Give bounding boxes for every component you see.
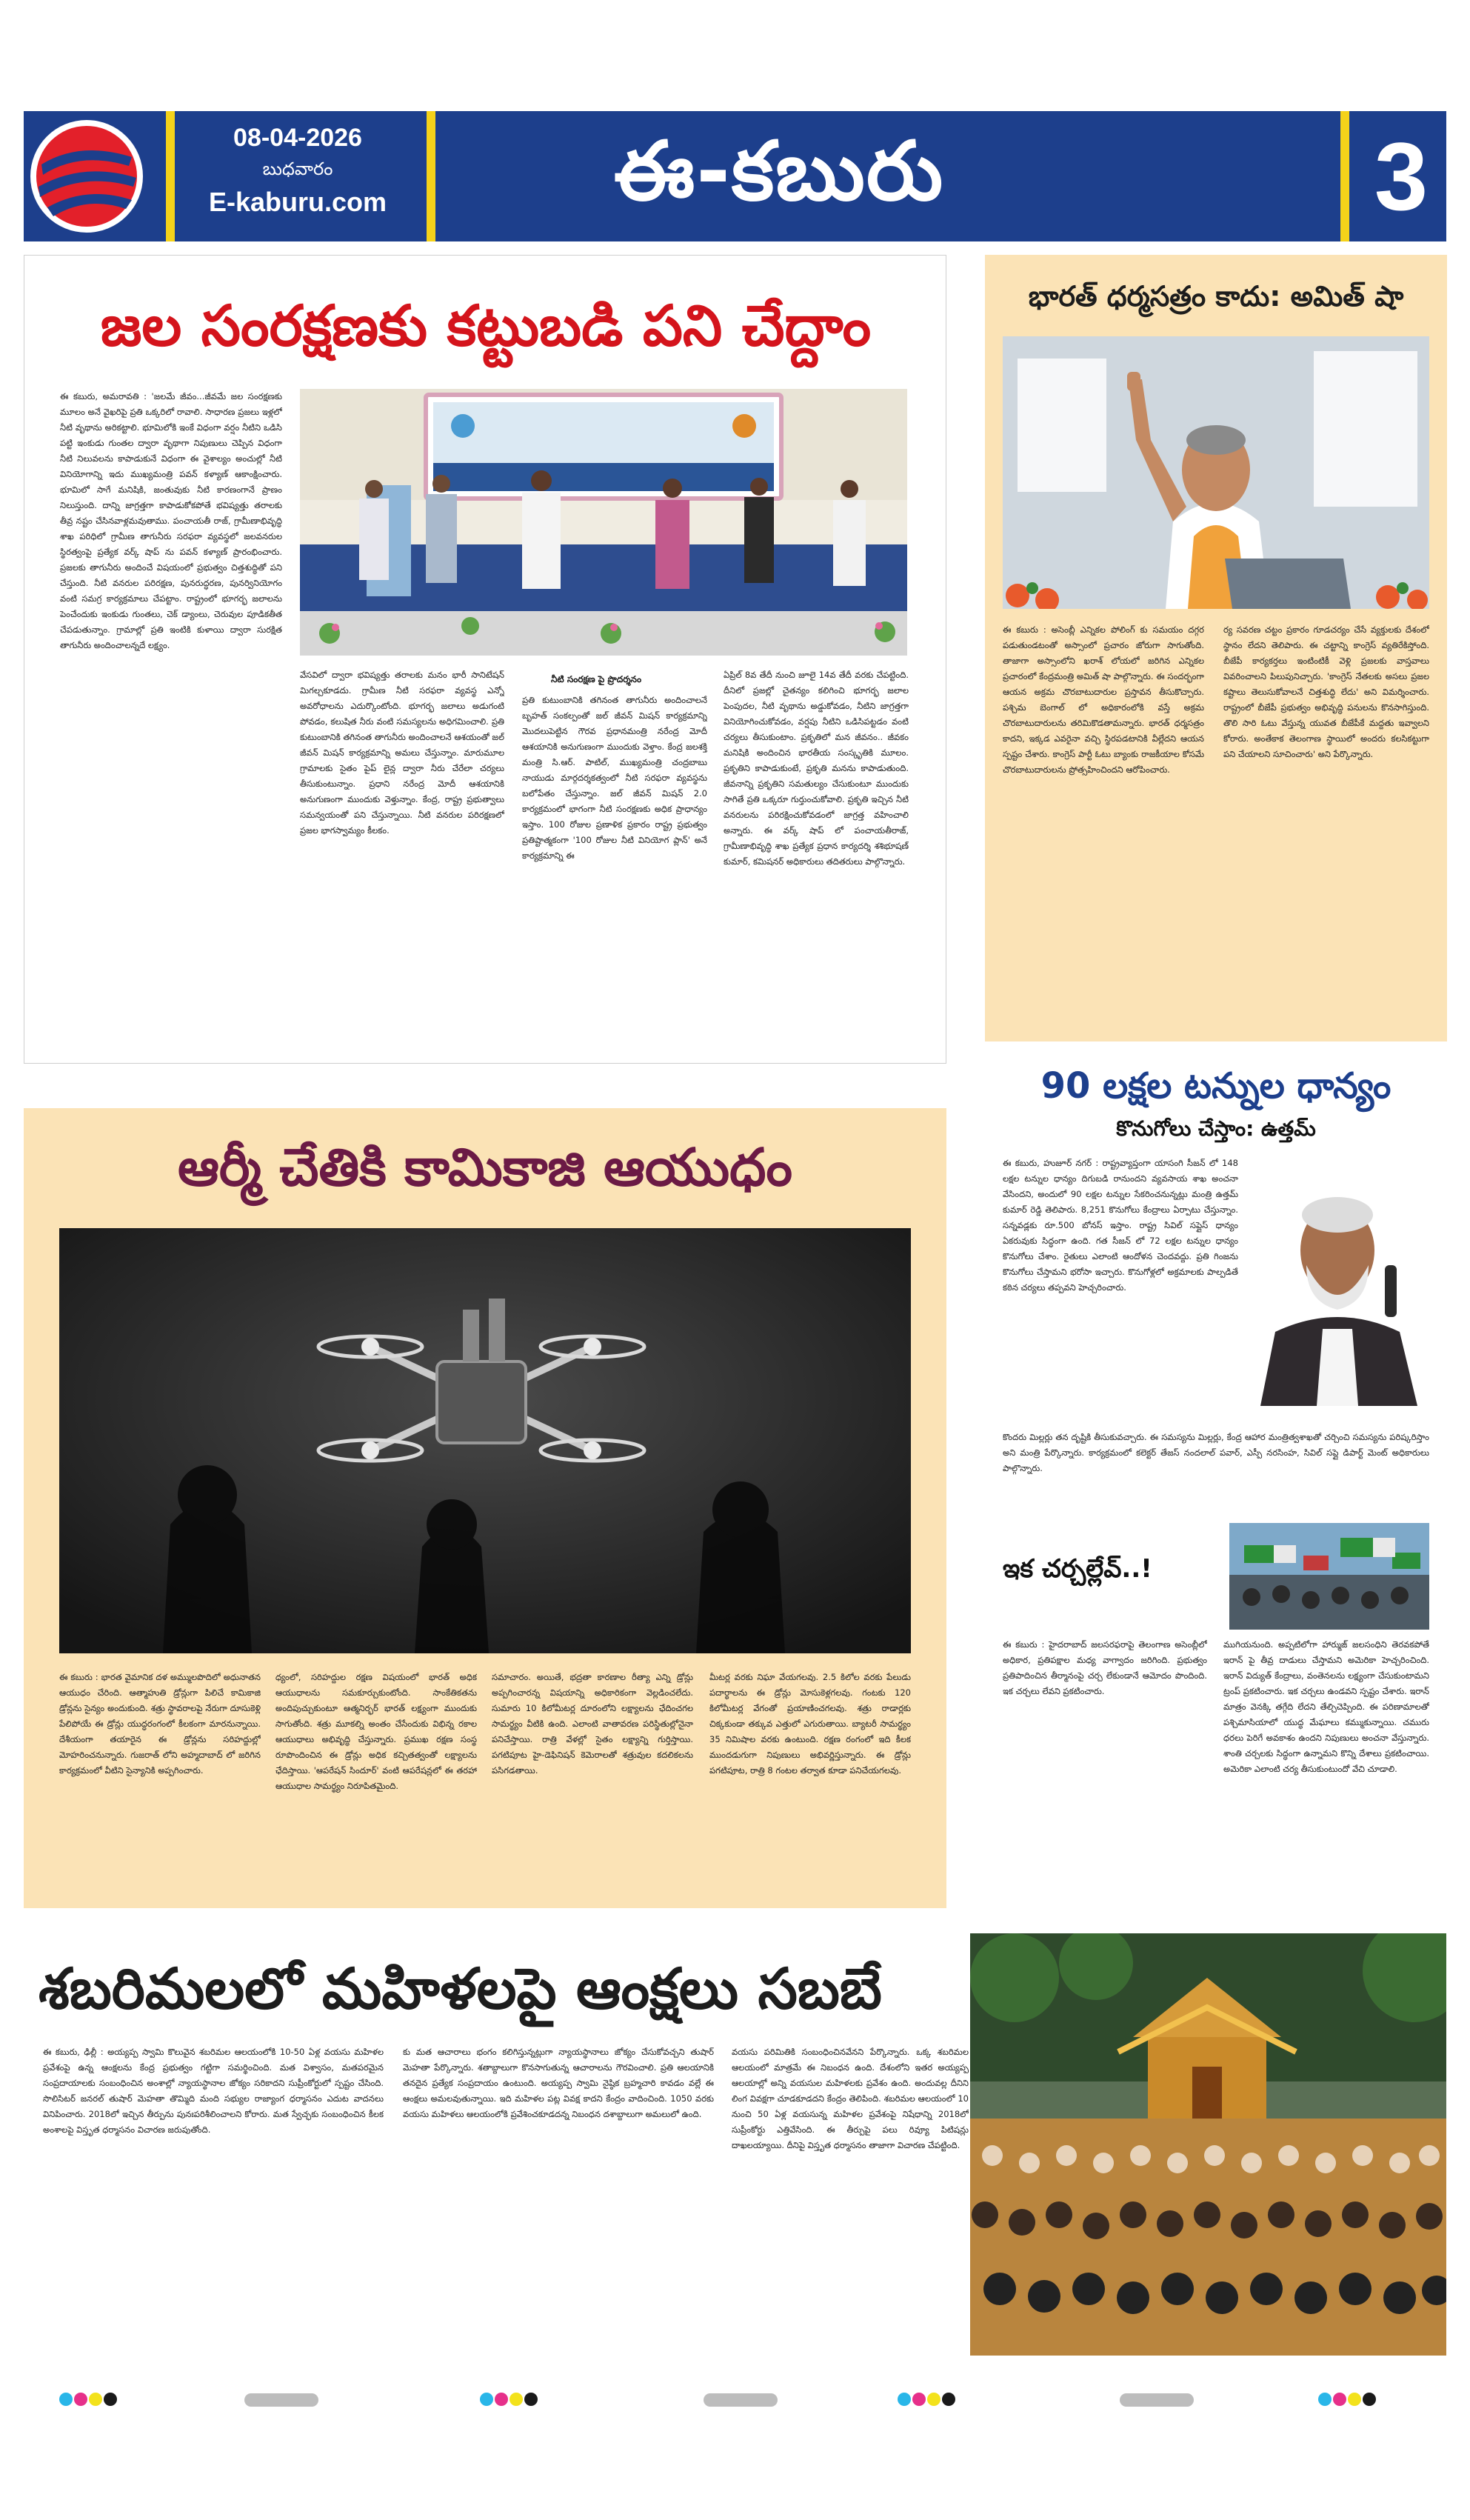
grain-story — [985, 1044, 1447, 1519]
debate-story — [985, 1519, 1447, 1889]
article-text: సమాచారం. అయితే, భద్రతా కారణాల రీత్యా ఎన్ని డ్రోన్లు అప్పగించారన్న విషయాన్ని అధికారికంగా వెల్లడించలేదు. సుమారు 10 కిలోమీటర్ల దూరంలోని లక్ష్యాలను ఛేదించగల సామర్థ్యం వీటికి ఉంది. ఎలాంటి వాతావరణ పరిస్థితుల్లోనైనా పనిచేస్తాయి. రాత్రి వేళల్లో సైతం లక్ష్యాన్ని గుర్తిస్తాయి. పగటిపూట హై-డెఫినిషన్ కెమెరాలతో శత్రువుల కదలికలను పసిగడతాయి. — [492, 1672, 693, 1776]
gray-registration-mark — [1120, 2393, 1194, 2407]
color-registration-mark — [480, 2393, 569, 2407]
article-text: ప్రతి కుటుంబానికి తగినంత తాగునీరు అందించాలనే బృహత్ సంకల్పంతో జల్ జీవన్ మిషన్ కార్యక్రమాన్ని మొదలుపెట్టిన గౌరవ ప్రధానమంత్రి నరేంద్ర మోదీ ఆశయానికి అనుగుణంగా ముందుకు వెళ్తాం. కేంద్ర జలశక్తి మంత్రి సి.ఆర్. పాటిల్, ముఖ్యమంత్రి చంద్రబాబు నాయుడు మార్గదర్శకత్వంలో నీటి సరఫరా వ్యవస్థను బలోపేతం చేస్తున్నాం. జల్ జీవన్ మిషన్ 2.0 కార్యక్రమంలో భాగంగా నీటి సంరక్షణకు అధిక ప్రాధాన్యం ఇస్తాం. 100 రోజుల ప్రణాళిక ప్రకారం రాష్ట్ర ప్రభుత్వం ప్రతిష్టాత్మకంగా '100 రోజుల నీటి వినియోగ ప్లాన్' అనే కార్యక్రమాన్ని ఈ — [522, 695, 707, 861]
water-story — [24, 255, 946, 1064]
article-text: ఈ కబురు : భారత వైమానిక దళ అమ్ములపొదిలో అధునాతన ఆయుధం చేరింది. ఆత్మాహుతి డ్రోన్లుగా పిలిచే కామికాజి డ్రోన్లను సైన్యం అందుకుంది. శత్రు స్థావరాలపై నేరుగా దూసుకెళ్లి పేలిపోయే ఈ డ్రోన్లు యుద్ధరంగంలో కీలకంగా మారనున్నాయి. దేశీయంగా తయారైన ఈ డ్రోన్లను సరిహద్దుల్లో మోహరించనున్నారు. గుజరాత్ లోని అహ్మదాబాద్ లో జరిగిన కార్యక్రమంలో వీటిని సైన్యానికి అప్పగించారు. — [59, 1672, 261, 1776]
article-text: వేసవిలో ద్వారా భవిష్యత్తు తరాలకు మనం భారీ సానిటేషన్ మిగల్చకూడదు. గ్రామీణ నీటి సరఫరా వ్యవస్థ ఎన్నో అవరోధాలను ఎదుర్కొంటోంది. భూగర్భ జలాలు అడుగంటి పోవడం, కలుషిత నీరు వంటి సమస్యలను అధిగమించాలి. ప్రతి కుటుంబానికి తగినంత తాగునీరు అందించాలనే ఆశయంతో జల్ జీవన్ మిషన్ కార్యక్రమాన్ని అమలు చేస్తున్నాం. మారుమూల గ్రామాలకు సైతం పైప్ లైన్ల ద్వారా నీరు చేరేలా చర్యలు తీసుకుంటున్నాం. ప్రధాని నరేంద్ర మోదీ ఆశయానికి అనుగుణంగా ముందుకు వెళ్తున్నాం. కేంద్ర, రాష్ట్ర ప్రభుత్వాలు సమన్వయంతో పని చేస్తున్నాయి. నీటి వనరుల పరిరక్షణలో ప్రజల భాగస్వామ్యం కీలకం. — [300, 670, 504, 836]
article-text: మీటర్ల వరకు నిఘా వేయగలవు. 2.5 కిలోల వరకు పేలుడు పదార్థాలను ఈ డ్రోన్లు మోసుకెళ్లగలవు. గంటకు 120 కిలోమీటర్ల వేగంతో ప్రయాణించగలవు. శత్రు రాడార్లకు చిక్కకుండా తక్కువ ఎత్తులో ఎగురుతాయి. బ్యాటరీ సామర్థ్యం 35 నిమిషాల వరకు ఉంటుంది. రక్షణ రంగంలో ఇది కీలక ముందడుగుగా నిపుణులు అభివర్ణిస్తున్నారు. ఈ డ్రోన్లు పగటిపూట, రాత్రి 8 గంటల తర్వాత కూడా పనిచేయగలవు. — [709, 1672, 911, 1776]
debate-column-1 — [1003, 1637, 1207, 1881]
uttam-photo — [1246, 1154, 1429, 1406]
drone-column-3 — [492, 1670, 693, 1892]
amit-column-2 — [1223, 622, 1429, 1030]
drone-column-1 — [59, 1670, 261, 1892]
article-text: ఈ కబురు, హుజూర్ నగర్ : రాష్ట్రవ్యాప్తంగా యాసంగి సీజన్ లో 148 లక్షల టన్నుల ధాన్యం దిగుబడి రానుందని వ్యవసాయ శాఖ అంచనా వేసిందని, అందులో 90 లక్షల టన్నుల సేకరించనున్నట్లు మంత్రి ఉత్తమ్ కుమార్ రెడ్డి తెలిపారు. 8,251 కొనుగోలు కేంద్రాలు ఏర్పాటు చేస్తున్నాం. సన్నవడ్లకు రూ.500 బోనస్ ఇస్తాం. రాష్ట్ర సివిల్ సప్లైస్ ధాన్యం ఏకరువుకు సిద్ధంగా ఉంది. గత సీజన్ లో 72 లక్షల టన్నుల ధాన్యం కొనుగోలు చేశాం. రైతులు ఎలాంటి ఆందోళన చెందవద్దు. ప్రతి గింజను కొనుగోలు చేస్తామని భరోసా ఇచ్చారు. కొనుగోళ్లలో అక్రమాలకు పాల్పడితే కఠిన చర్యలు తప్పవని హెచ్చరించారు. — [1003, 1158, 1238, 1293]
website-link[interactable]: E-kaburu.com — [208, 187, 387, 217]
amit-photo — [1003, 336, 1429, 609]
grain-column-2 — [1003, 1430, 1429, 1513]
sabarimala-story — [24, 1933, 1446, 2356]
gray-registration-mark — [244, 2393, 318, 2407]
issue-date: 08-04-2026 — [233, 124, 362, 152]
date-block — [187, 121, 409, 233]
debate-column-2 — [1223, 1637, 1429, 1881]
article-text: కొందరు మిల్లర్లు తన దృష్టికి తీసుకువచ్చారు. ఈ సమస్యను మిల్లర్లు, కేంద్ర ఆహార మంత్రిత్వశాఖతో చర్చించి సమస్యను పరిష్కరిస్తాం అని మంత్రి పేర్కొన్నారు. కార్యక్రమంలో కలెక్టర్ తేజస్ నందలాల్ పవార్, ఎస్పీ నరసింహ, సివిల్ సప్లై డిపార్ట్ మెంట్ అధికారులు పాల్గొన్నారు. — [1003, 1432, 1429, 1473]
color-registration-mark — [59, 2393, 148, 2407]
drone-story — [24, 1108, 946, 1908]
article-text: ఏప్రిల్ 8వ తేదీ నుంచి జూలై 14వ తేదీ వరకు చేపట్టింది. దీనిలో ప్రజల్లో చైతన్యం కలిగించి భూగర్భ జలాల పెంపుదల, నీటి వృథాను అడ్డుకోవడం, నీటిని జాగ్రత్తగా వినియోగించుకోవడం, వర్షపు నీటిని ఒడిసిపట్టడం వంటి చర్యలు తీసుకుంటాం. ప్రకృతిలో మన జీవనం.. జీవకం మనిషికి అందించిన భారతీయ సంస్కృతికి మూలం. ప్రకృతిని కాపాడుకుంటే, ప్రకృతి మనను కాపాడుతుంది. జీవనాన్ని ప్రకృతిని సమతుల్యం చేసుకుంటూ ముందుకు సాగితే ప్రతి ఒక్కరూ గుర్తుంచుకోవాలి. ప్రకృతి ఇచ్చిన నీటి వనరులను పరిరక్షించుకోవడంలో జాగ్రత్త వహించాలి అన్నారు. ఈ వర్క్ షాప్ లో పంచాయతీరాజ్, గ్రామీణాభివృద్ధి శాఖ ప్రత్యేక ప్రధాన కార్యదర్శి శశిభూషణ్ కుమార్, కమిషనర్ అధికారులు తదితరులు పాల్గొన్నారు. — [724, 670, 909, 867]
drone-column-4 — [709, 1670, 911, 1892]
masthead-divider — [427, 111, 435, 241]
article-text: వయసు పరిమితికి సంబంధించినవేనని పేర్కొన్నారు. ఒక్క శబరిమల ఆలయంలో మాత్రమే ఈ నిబంధన ఉంది. దేశంలోని ఇతర అయ్యప్ప ఆలయాల్లో అన్ని వయసుల మహిళలకు ప్రవేశం ఉంది. అందువల్ల దీనిని లింగ వివక్షగా చూడకూడదని కేంద్రం తెలిపింది. శబరిమల ఆలయంలో 10 నుంచి 50 ఏళ్ల వయసున్న మహిళల ప్రవేశంపై నిషేధాన్ని 2018లో సుప్రీంకోర్టు ఎత్తివేసింది. ఈ తీర్పుపై పలు రివ్యూ పిటిషన్లు దాఖలయ్యాయి. దీనిపై విస్తృత ధర్మాసనం తాజాగా విచారణ చేపట్టింది. — [732, 2047, 969, 2150]
sabarimala-column-2 — [403, 2044, 714, 2348]
article-text: ధ్యంలో, సరిహద్దుల రక్షణ విషయంలో భారత్ అధిక ఆయుధాలను సమకూర్చుకుంటోంది. సాంకేతికతను అందిపుచ్చుకుంటూ ఆత్మనిర్భర్ భారత్ లక్ష్యంగా ముందుకు సాగుతోంది. శత్రు మూకల్ని అంతం చేసేందుకు విభిన్న రకాల ఆయుధాలు అభివృద్ధి చేస్తున్నారు. ప్రముఖ రక్షణ సంస్థ రూపొందించిన ఈ డ్రోన్లు అధిక కచ్చితత్వంతో లక్ష్యాలను ఛేదిస్తాయి. 'ఆపరేషన్ సిందూర్' వంటి ఆపరేషన్లలో ఈ తరహా ఆయుధాల సామర్థ్యం నిరూపితమైంది. — [275, 1672, 477, 1791]
sabarimala-column-3 — [732, 2044, 969, 2348]
gray-registration-mark — [704, 2393, 778, 2407]
debate-headline: ఇక చర్చల్లేవ్..! — [1003, 1554, 1152, 1584]
amit-column-1 — [1003, 622, 1204, 1030]
water-photo — [300, 389, 907, 656]
grain-column-1 — [1003, 1156, 1238, 1430]
logo-icon — [28, 119, 145, 234]
drone-headline: ఆర్మీ చేతికి కామికాజి ఆయుధం — [178, 1137, 792, 1198]
article-text: ముగియనుంది. అప్పటిలోగా హార్ముజ్ జలసంధిని తెరవకపోతే ఇరాన్ పై తీవ్ర దాడులు చేస్తామని అమెరికా హెచ్చరించింది. ఇరాన్ విద్యుత్ కేంద్రాలు, వంతెనలను లక్ష్యంగా చేసుకుంటామని ట్రంప్ ప్రకటించారు. ఇక చర్చలు ఉండవని స్పష్టం చేశారు. ఇరాన్ మాత్రం వెనక్కి తగ్గేది లేదని తేల్చిచెప్పింది. ఈ పరిణామాలతో పశ్చిమాసియాలో యుద్ధ మేఘాలు కమ్ముకున్నాయి. చమురు ధరలు పెరిగే అవకాశం ఉందని నిపుణులు అంచనా వేస్తున్నారు. శాంతి చర్చలకు సిద్ధంగా ఉన్నామని కొన్ని దేశాలు ప్రకటించాయి. అమెరికా ఎలాంటి చర్య తీసుకుంటుందో వేచి చూడాలి. — [1223, 1639, 1429, 1774]
masthead-divider — [1340, 111, 1349, 241]
article-text: ర్య సవరణ చట్టం ప్రకారం గూడచర్యం చేసే వ్యక్తులకు దేశంలో స్థానం లేదని తెలిపారు. ఈ చట్టాన్ని కాంగ్రెస్ వ్యతిరేకిస్తోంది. బీజేపీ కార్యకర్తలు ఇంటింటికీ వెళ్లి ప్రజలకు వాస్తవాలు వివరించాలని పిలుపునిచ్చారు. 'కాంగ్రెస్ నేతలకు అసలు ప్రజల కష్టాలు తెలుసుకోవాలనే చిత్తశుద్ధి లేదు' అని విమర్శించారు. రాష్ట్రంలో బీజేపీ ప్రభుత్వం అభివృద్ధి పనులను కొనసాగిస్తుంది. తొలి సారి ఓటు వేస్తున్న యువత బీజేపీకే మద్దతు ఇవ్వాలని కోరారు. అంతేకాక తెలంగాణ స్థాయిలో అందరు కలసికట్టుగా పని చేయాలని సూచించారు' అని పేర్కొన్నారు. — [1223, 624, 1429, 759]
article-text: ఈ కబురు : అసెంబ్లీ ఎన్నికల పోలింగ్ కు సమయం దగ్గర పడుతుండటంతో అస్సాంలో ప్రచారం జోరుగా సాగుతోంది. తాజాగా అస్సాంలోని ఖరాశ్ లోయలో జరిగిన ఎన్నికల ప్రచారంలో కేంద్రమంత్రి అమిత్ షా పాల్గొన్నారు. ఈ సందర్భంగా ఆయన అక్రమ చొరబాటుదారుల ప్రస్తావన తీసుకొచ్చారు. పశ్చిమ బెంగాల్ లో అధికారంలోకి వస్తే అక్రమ చొరబాటుదారులను తరిమికొడతామన్నారు. భారత్ ధర్మసత్రం కాదని, ఇక్కడ ఎవరైనా వచ్చి స్థిరపడటానికి వీల్లేదని ఆయన స్పష్టం చేశారు. కాంగ్రెస్ పార్టీ ఓటు బ్యాంకు రాజకీయాల కోసమే చొరబాటుదారులను ప్రోత్సహించిందని ఆరోపించారు. — [1003, 624, 1204, 775]
article-text: ఈ కబురు : హైదరాబాద్ జలసరఫరాపై తెలంగాణ అసెంబ్లీలో అధికార, ప్రతిపక్షాల మధ్య వాగ్వాదం జరిగింది. ప్రభుత్వం ప్రతిపాదించిన తీర్మానంపై చర్చ లేకుండానే ఆమోదం పొందింది. ఇక చర్చలు లేవని ప్రకటించారు. — [1003, 1639, 1207, 1696]
masthead — [24, 111, 1446, 241]
water-column-1 — [60, 389, 282, 1041]
drone-column-2 — [275, 1670, 477, 1892]
article-text: కు మత ఆచారాలు భంగం కలిగిస్తున్నట్లుగా న్యాయస్థానాలు జోక్యం చేసుకోవచ్చని తుషార్ మెహతా పేర్కొన్నారు. శతాబ్దాలుగా కొనసాగుతున్న ఆచారాలను గౌరవించాలి. ప్రతి ఆలయానికి తనదైన ప్రత్యేక సంప్రదాయం ఉంటుంది. అయ్యప్ప స్వామి నైష్ఠిక బ్రహ్మచారి కావడం వల్లే ఈ ఆంక్షలు అమలవుతున్నాయి. ఇది మహిళల పట్ల వివక్ష కాదని కేంద్రం వాదించింది. 1050 వరకు వయసు మహిళలు ఆలయంలోకి ప్రవేశించకూడదన్న నిబంధన దశాబ్దాలుగా అమలులో ఉంది. — [403, 2047, 714, 2119]
temple-photo — [970, 1933, 1446, 2356]
rally-photo — [1229, 1523, 1429, 1630]
water-headline: జల సంరక్షణకు కట్టుబడి పని చేద్దాం — [100, 293, 872, 359]
water-photo-caption: నీటి సంరక్షణ పై ప్రొదర్శనం — [550, 674, 642, 684]
paper-title: ఈ-కబురు — [613, 124, 945, 219]
grain-subheadline: కొనుగోలు చేస్తాం: ఉత్తమ్ — [1116, 1116, 1316, 1141]
sabarimala-column-1 — [43, 2044, 384, 2348]
amit-headline: భారత్ ధర్మసత్రం కాదు: అమిత్ షా — [1028, 280, 1404, 313]
print-registration-marks — [0, 2387, 1470, 2416]
page-number: 3 — [1374, 122, 1429, 230]
sabarimala-headline: శబరిమలలో మహిళలపై ఆంక్షలు సబబే — [39, 1956, 882, 2021]
drone-photo — [59, 1228, 911, 1653]
article-text: ఈ కబురు, అమరావతి : 'జలమే జీవం...జీవమే జల సంరక్షణకు మూలం అనే వైఖరిపై ప్రతి ఒక్కరిలో రావాలి. సాధారణ ప్రజలు ఇళ్లలో నీటి వృథాను అరికట్టాలి. భూమిలోకి ఇంకే విధంగా వర్షం నీటిని ఒడిసి పట్టి ఇంకుడు గుంతల ద్వారా వృథాగా నిపుణులు చెప్పిన విధంగా నీటి నిలువలను కాపాడుకునే విధంగా ఈ వైశాల్యం అంచుల్లో నీటి వినియోగాన్ని ఇదు ముఖ్యమంత్రి పవన్ కళ్యాణ్ ఆకాంక్షించారు. భూమిలో సాగే మనిషికి, జంతువుకు నీటి కారణంగానే ప్రాణం నిలుస్తుంది. దాన్ని జాగ్రత్తగా కాపాడుకోకపోతే భవిష్యత్తు తరాలకు తీవ్ర నష్టం చేసినవాళ్లమవుతాము. పంచాయతీ రాజ్, గ్రామీణాభివృద్ధి శాఖ పరిధిలో గ్రామీణ తాగునీరు సరఫరా వ్యవస్థలో జలవనరుల స్థిరత్వంపై ప్రత్యేక వర్క్ షాప్ ను పవన్ కళ్యాణ్ ప్రారంభించారు. ప్రజలకు తాగునీరు అందించే విషయంలో ప్రభుత్వం చిత్తశుద్ధితో పని చేస్తుంది. నీటి వనరుల పరిరక్షణ, పునరుద్ధరణ, పునర్వినియోగం వంటి సమగ్ర కార్యక్రమాలు చేపట్టాం. రాష్ట్రంలో భూగర్భ జలాలను పెంచేందుకు ఇంకుడు గుంతలు, చెక్ డ్యాంలు, చెరువుల పూడికతీత చేపడుతున్నాం. గ్రామాల్లో ప్రతి ఇంటికి కుళాయి ద్వారా సురక్షిత తాగునీరు అందించాలన్నదే లక్ష్యం. — [60, 391, 282, 650]
water-column-2 — [300, 667, 504, 1041]
masthead-divider — [166, 111, 175, 241]
grain-headline: 90 లక్షల టన్నుల ధాన్యం — [1040, 1065, 1392, 1107]
color-registration-mark — [1318, 2393, 1407, 2407]
article-text: ఈ కబురు, ఢిల్లీ : అయ్యప్ప స్వామి కొలువైన శబరిమల ఆలయంలోకి 10-50 ఏళ్ల వయసు మహిళల ప్రవేశంపై ఉన్న ఆంక్షలను కేంద్ర ప్రభుత్వం గట్టిగా సమర్థించింది. మత విశ్వాసం, మతపరమైన సంప్రదాయాలకు సంబంధించిన అంశాల్లో న్యాయస్థానాల జోక్యం సరికాదని సుప్రీంకోర్టులో స్పష్టం చేసింది. సొలిసిటర్ జనరల్ తుషార్ మెహతా తొమ్మిది మంది సభ్యుల రాజ్యాంగ ధర్మాసనం ఎదుట వాదనలు వినిపించారు. 2018లో ఇచ్చిన తీర్పును పునఃపరిశీలించాలని కోరారు. మత స్వేచ్ఛకు సంబంధించిన కీలక అంశాలపై విస్తృత ధర్మాసనం విచారణ జరుపుతోంది. — [43, 2047, 384, 2135]
issue-weekday: బుధవారం — [262, 159, 333, 179]
water-column-4 — [724, 667, 909, 1041]
amit-story — [985, 255, 1447, 1041]
water-column-3 — [522, 693, 707, 1041]
color-registration-mark — [898, 2393, 986, 2407]
